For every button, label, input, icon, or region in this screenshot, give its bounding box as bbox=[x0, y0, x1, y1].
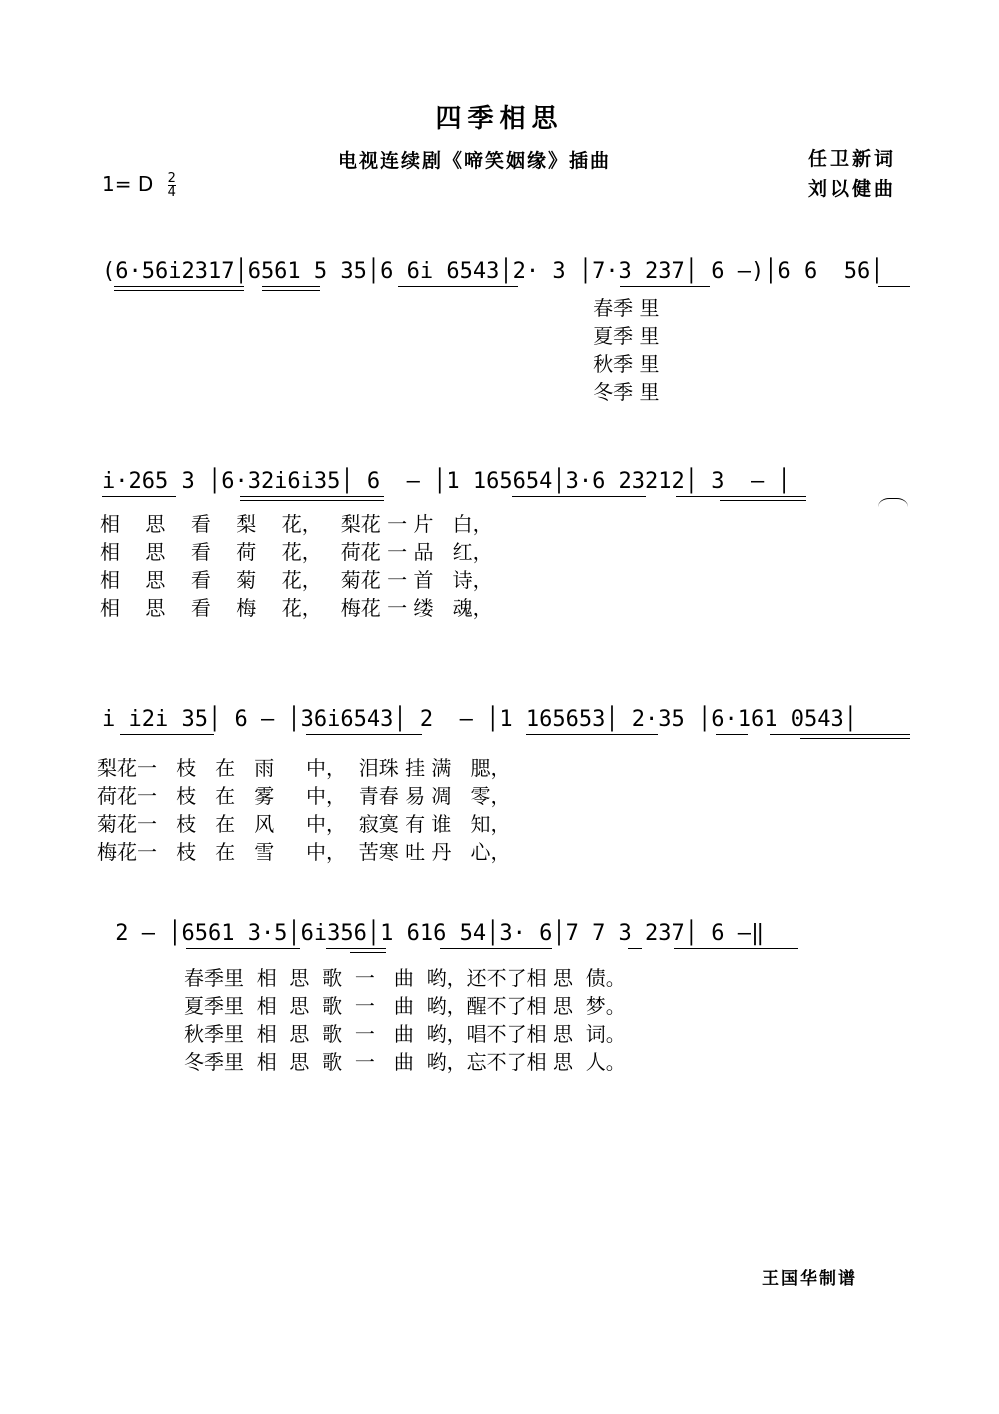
lyric-verse-2: 荷花一 枝 在 雾 中， 青春 易 凋 零， bbox=[97, 784, 511, 808]
lyric-verse-2: 夏季 里 bbox=[218, 324, 660, 348]
lyrics-row-3 bbox=[0, 752, 999, 864]
lyric-verse-1: 春季 里 bbox=[218, 296, 660, 320]
time-signature bbox=[168, 172, 176, 199]
melody-row-3 bbox=[0, 700, 999, 740]
lyric-verse-3: 菊花一 枝 在 风 中， 寂寞 有 谁 知， bbox=[97, 812, 511, 836]
lyric-verse-3: 秋季 里 bbox=[218, 352, 660, 376]
lyric-verse-1: 梨花一 枝 在 雨 中， 泪珠 挂 满 腮， bbox=[97, 756, 511, 780]
lyric-verse-4: 冬季里 相 思 歌 一 曲 哟，忘不了相 思 人。 bbox=[184, 1050, 626, 1074]
key-signature bbox=[102, 172, 176, 199]
lyrics-row-1 bbox=[0, 292, 999, 412]
lyric-verse-4: 相 思 看 梅 花， 梅花 一 缕 魂， bbox=[100, 596, 493, 620]
lyric-verse-2: 夏季里 相 思 歌 一 曲 哟，醒不了相 思 梦。 bbox=[184, 994, 626, 1018]
song-title: 四季相思 bbox=[435, 104, 564, 134]
lyric-verse-2: 相 思 看 荷 花， 荷花 一 品 红， bbox=[100, 540, 493, 564]
lyric-verse-1: 春季里 相 思 歌 一 曲 哟，还不了相 思 债。 bbox=[184, 966, 626, 990]
melody-row-4 bbox=[0, 914, 999, 954]
melody-line: i i2i 35│ 6 — │36i6543│ 2 — │1 165653│ 2·35 │6·161 0543│ bbox=[102, 707, 857, 732]
lyricist-credit: 任卫新词 bbox=[808, 148, 897, 170]
composer-credit: 刘以健曲 bbox=[808, 178, 897, 200]
lyrics-row-4 bbox=[0, 962, 999, 1074]
lyric-verse-1: 相 思 看 梨 花， 梨花 一 片 白， bbox=[100, 512, 493, 536]
key-label: 1= D bbox=[102, 172, 154, 196]
lyric-verse-3: 相 思 看 菊 花， 菊花 一 首 诗， bbox=[100, 568, 493, 592]
lyric-verse-4: 梅花一 枝 在 雪 中， 苦寒 吐 丹 心， bbox=[97, 840, 511, 864]
melody-row-2 bbox=[0, 462, 999, 502]
lyric-verse-3: 秋季里 相 思 歌 一 曲 哟，唱不了相 思 词。 bbox=[184, 1022, 626, 1046]
melody-line: i·265 3 │6·32i6i35│ 6 — │1 165654│3·6 23212│ 3 — │ bbox=[102, 469, 791, 494]
melody-line: 2 — │6561 3·5│6i356│1 616 54│3· 6│7 7 3 237│ 6 —‖ bbox=[102, 921, 765, 946]
song-subtitle: 电视连续剧《啼笑姻缘》插曲 bbox=[338, 150, 612, 172]
time-bottom: 4 bbox=[167, 185, 176, 200]
lyric-verse-4: 冬季 里 bbox=[218, 380, 660, 404]
lyrics-row-2 bbox=[0, 508, 999, 620]
time-top: 2 bbox=[167, 171, 176, 186]
melody-row-1 bbox=[0, 252, 999, 292]
transcriber-credit: 王国华制谱 bbox=[762, 1269, 857, 1289]
melody-line: (6·56i2317│6561 5 35│6 6i 6543│2· 3 │7·3 237│ 6 —)│6 6 56│ bbox=[102, 259, 884, 284]
